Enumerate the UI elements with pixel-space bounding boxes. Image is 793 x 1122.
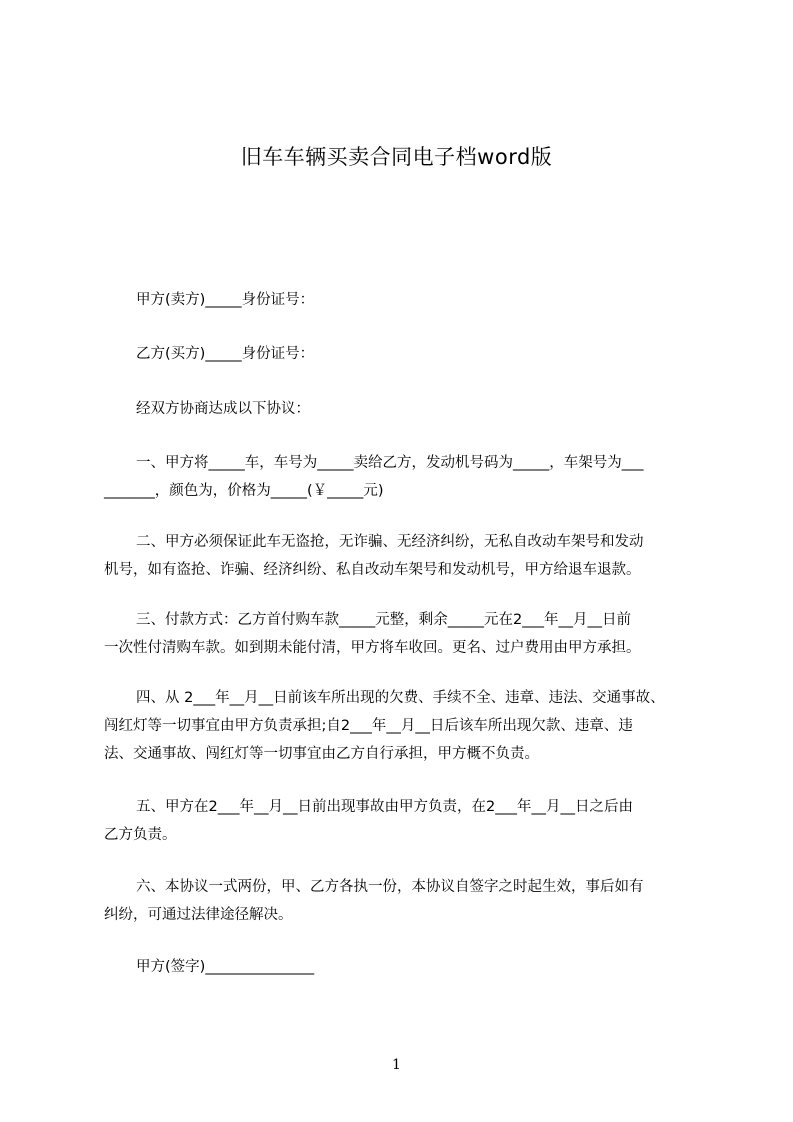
- clause-1-line-1: 一、甲方将_____车，车号为_____卖给乙方，发动机号码为_____，车架号为___: [136, 455, 644, 471]
- clause-3-line-2: 一次性付清购车款。如到期未能付清，甲方将车收回。更名、过户费用由甲方承担。: [104, 640, 641, 656]
- party-b-line: [104, 340, 704, 368]
- clause-2: [104, 528, 704, 584]
- document-title: 旧车车辆买卖合同电子档word版: [240, 145, 553, 169]
- clause-1: [104, 449, 704, 505]
- clause-4-line-3: 法、交通事故、闯红灯等一切事宜由乙方自行承担，甲方概不负责。: [104, 746, 539, 762]
- clause-4-line-1: 四、从 2___年__月__日前该车所出现的欠费、手续不全、违章、违法、交通事故、: [136, 690, 665, 706]
- clause-1-line-2: _______，颜色为，价格为_____(￥_____元): [104, 483, 384, 499]
- party-a-signature: [104, 953, 704, 981]
- agreement-intro: [104, 395, 704, 423]
- clause-6-line-2: 纠纷，可通过法律途径解决。: [104, 907, 293, 923]
- party-a-line: [104, 286, 704, 314]
- party-a-signature-text: 甲方(签字)_______________: [136, 959, 315, 975]
- party-a-text: 甲方(卖方)_____身份证号：: [136, 292, 315, 308]
- page-number: 1: [392, 1057, 401, 1073]
- clause-5-line-1: 五、甲方在2___年__月__日前出现事故由甲方负责，在2___年__月__日之后由: [136, 799, 633, 815]
- clause-2-line-1: 二、甲方必须保证此车无盗抢，无诈骗、无经济纠纷，无私自改动车架号和发动: [136, 534, 644, 550]
- clause-5: [104, 793, 704, 849]
- clause-3: [104, 606, 704, 662]
- agreement-intro-text: 经双方协商达成以下协议：: [136, 401, 310, 417]
- clause-4: [104, 684, 704, 768]
- party-b-text: 乙方(买方)_____身份证号：: [136, 346, 315, 362]
- clause-3-line-1: 三、付款方式：乙方首付购车款_____元整，剩余_____元在2___年__月__日前: [136, 612, 631, 628]
- clause-4-line-2: 闯红灯等一切事宜由甲方负责承担;自2___年__月__日后该车所出现欠款、违章、违: [104, 718, 633, 734]
- clause-5-line-2: 乙方负责。: [104, 827, 177, 843]
- clause-2-line-2: 机号，如有盗抢、诈骗、经济纠纷、私自改动车架号和发动机号，甲方给退车退款。: [104, 562, 641, 578]
- clause-6: [104, 873, 704, 929]
- clause-6-line-1: 六、本协议一式两份，甲、乙方各执一份，本协议自签字之时起生效，事后如有: [136, 879, 644, 895]
